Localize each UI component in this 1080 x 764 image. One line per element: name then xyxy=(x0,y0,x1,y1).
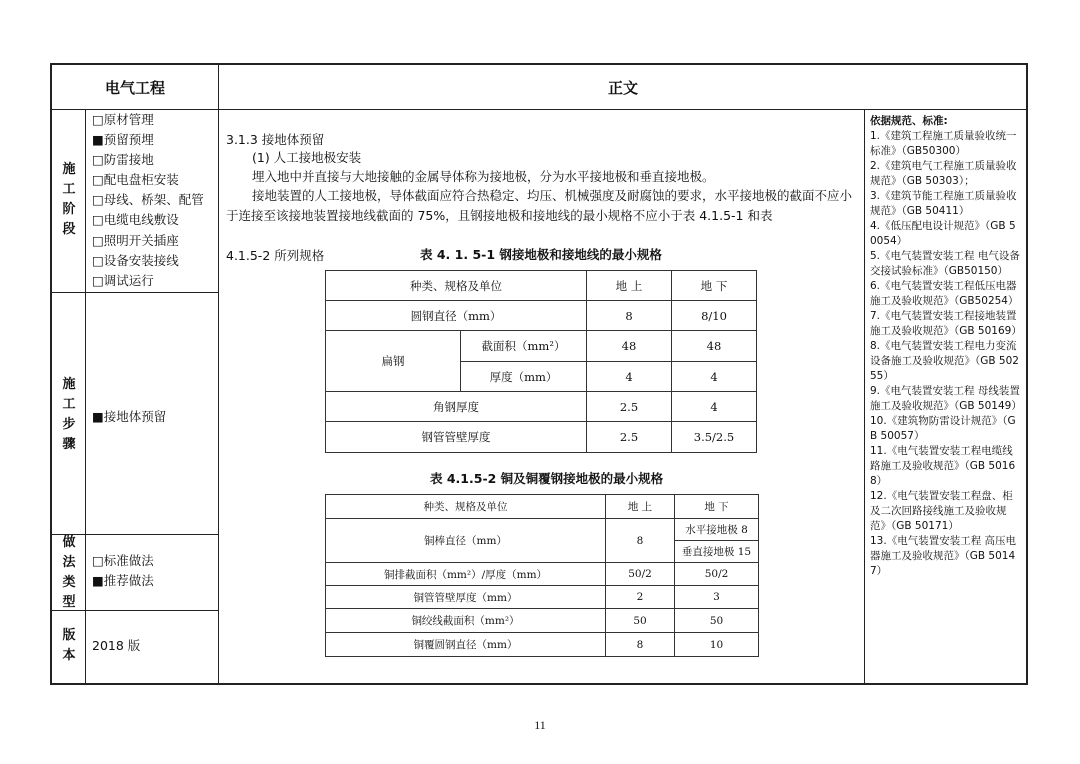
table2-header-above: 地 上 xyxy=(606,495,675,519)
stage-label: 施 工 阶 段 xyxy=(62,162,76,237)
section-title: 3.1.3 接地体预留 xyxy=(226,132,325,147)
left-header-title: 电气工程 xyxy=(104,79,165,97)
sub-title: (1) 人工接地极安装 xyxy=(252,150,362,165)
table-cell: 2.5 xyxy=(587,422,672,453)
table-cell: 2 xyxy=(606,586,675,609)
method-list xyxy=(92,551,154,591)
table1 xyxy=(325,270,757,453)
reference-item: 11.《电气装置安装工程电缆线路施工及验收规范》（GB 50168） xyxy=(870,445,1016,487)
table-cell: 3.5/2.5 xyxy=(672,422,757,453)
table1-caption: 表 4. 1. 5-1 钢接地极和接地线的最小规格 xyxy=(420,247,662,262)
table-cell: 厚度（mm） xyxy=(461,362,587,392)
reference-item: 8.《电气装置安装工程电力变流设备施工及验收规范》（GB 50255） xyxy=(870,340,1019,382)
page-number: 11 xyxy=(534,718,546,732)
table2-header-kind: 种类、规格及单位 xyxy=(326,495,606,519)
list-item: □标准做法 xyxy=(92,553,154,568)
table-cell: 铜覆圆钢直径（mm） xyxy=(326,633,606,657)
step-list xyxy=(92,407,166,427)
table-cell: 4 xyxy=(587,362,672,392)
list-item: ■预留预埋 xyxy=(92,132,154,148)
paragraph-2: 接地装置的人工接地极，导体截面应符合热稳定、均压、机械强度及耐腐蚀的要求，水平接地极的截面不应小于连接至该接地装置接地线截面的 75%，且钢接地极和接地线的最小规格不应小于表 4.1.5-1 和表 xyxy=(226,188,853,223)
list-item: □防雷接地 xyxy=(92,152,154,168)
stage-list xyxy=(92,110,204,291)
table-cell: 铜排截面积（mm²）/厚度（mm） xyxy=(326,563,606,586)
reference-item: 2.《建筑电气工程施工质量验收规范》（GB 50303）； xyxy=(870,160,1017,187)
step-label: 施 工 步 骤 xyxy=(62,377,76,452)
list-item: ■推荐做法 xyxy=(92,573,154,589)
table-cell: 钢管管壁厚度 xyxy=(326,422,587,453)
reference-item: 4.《低压配电设计规范》（GB 50054） xyxy=(870,220,1016,247)
refs-col-divider xyxy=(864,110,865,684)
table1-header-kind: 种类、规格及单位 xyxy=(326,271,587,301)
reference-item: 10.《建筑物防雷设计规范》（GB 50057） xyxy=(870,415,1016,442)
table-cell: 铜绞线截面积（mm²） xyxy=(326,609,606,633)
table-cell: 水平接地极 8 xyxy=(675,519,759,541)
table-cell: 截面积（mm²） xyxy=(461,331,587,362)
list-item: ■接地体预留 xyxy=(92,409,167,424)
reference-item: 13.《电气装置安装工程 高压电器施工及验收规范》（GB 50147） xyxy=(870,535,1017,577)
table-cell: 48 xyxy=(672,331,757,362)
table-cell: 角钢厚度 xyxy=(326,392,587,422)
table-cell: 3 xyxy=(675,586,759,609)
table-cell: 50 xyxy=(606,609,675,633)
table-cell: 8 xyxy=(606,519,675,563)
list-item: □照明开关插座 xyxy=(92,232,179,248)
table-cell: 48 xyxy=(587,331,672,362)
table-cell: 8 xyxy=(587,301,672,331)
table-cell: 50 xyxy=(675,609,759,633)
center-header-title: 正文 xyxy=(607,79,638,97)
version-value xyxy=(92,636,140,656)
reference-item: 7.《电气装置安装工程接地装置施工及验收规范》（GB 50169） xyxy=(870,310,1022,337)
paragraph-3: 4.1.5-2 所列规格 xyxy=(226,248,325,263)
table-cell: 50/2 xyxy=(606,563,675,586)
stage-divider xyxy=(51,292,218,293)
method-label: 做 法 类 型 xyxy=(62,535,76,610)
table-cell: 8/10 xyxy=(672,301,757,331)
references-title: 依据规范、标准: xyxy=(870,115,948,127)
table-cell: 4 xyxy=(672,392,757,422)
table-cell: 50/2 xyxy=(675,563,759,586)
list-item: □调试运行 xyxy=(92,272,154,288)
list-item: □母线、桥架、配管 xyxy=(92,192,204,208)
table2-header-below: 地 下 xyxy=(675,495,759,519)
version-label: 版 本 xyxy=(62,628,76,663)
reference-item: 3.《建筑节能工程施工质量验收规范》（GB 50411） xyxy=(870,190,1017,217)
table1-header-below: 地 下 xyxy=(672,271,757,301)
table-cell: 铜管管壁厚度（mm） xyxy=(326,586,606,609)
table1-header-above: 地 上 xyxy=(587,271,672,301)
reference-item: 5.《电气装置安装工程 电气设备交接试验标准》（GB50150） xyxy=(870,250,1020,277)
table2-caption: 表 4.1.5-2 铜及铜覆钢接地极的最小规格 xyxy=(430,471,664,486)
table-cell: 10 xyxy=(675,633,759,657)
list-item: □电缆电线敷设 xyxy=(92,212,179,228)
paragraph-1: 埋入地中并直接与大地接触的金属导体称为接地极，分为水平接地极和垂直接地极。 xyxy=(252,169,715,184)
table-cell: 圆钢直径（mm） xyxy=(326,301,587,331)
reference-item: 6.《电气装置安装工程低压电器施工及验收规范》（GB50254） xyxy=(870,280,1019,307)
reference-item: 9.《电气装置安装工程 母线装置施工及验收规范》（GB 50149） xyxy=(870,385,1022,412)
table-cell: 垂直接地极 15 xyxy=(675,541,759,563)
left-col-divider xyxy=(218,64,219,684)
references-list xyxy=(870,114,1022,579)
reference-item: 12.《电气装置安装工程盘、柜及二次回路接线施工及验收规范》（GB 50171） xyxy=(870,490,1013,532)
table-cell: 扁钢 xyxy=(326,331,461,392)
version-text: 2018 版 xyxy=(92,638,141,653)
table-cell: 铜棒直径（mm） xyxy=(326,519,606,563)
reference-item: 1.《建筑工程施工质量验收统一标准》（GB50300） xyxy=(870,130,1017,157)
table2 xyxy=(325,494,759,657)
list-item: □配电盘柜安装 xyxy=(92,172,179,188)
table-cell: 2.5 xyxy=(587,392,672,422)
table-cell: 8 xyxy=(606,633,675,657)
table-cell: 4 xyxy=(672,362,757,392)
list-item: □原材管理 xyxy=(92,112,154,127)
list-item: □设备安装接线 xyxy=(92,252,179,268)
